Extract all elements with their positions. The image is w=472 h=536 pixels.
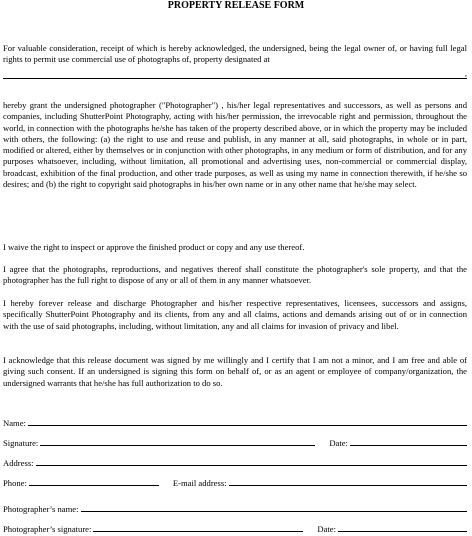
date-field[interactable] (350, 444, 467, 446)
email-field[interactable] (229, 484, 467, 486)
form-title: PROPERTY RELEASE FORM (167, 0, 305, 11)
signature-label: Signature: (3, 438, 39, 448)
name-label: Name: (3, 418, 26, 428)
contact-row (3, 474, 467, 488)
photographer-signature-field[interactable] (93, 530, 303, 532)
photographer-name-row (3, 500, 467, 514)
consideration-text: For valuable consideration, receipt of which is hereby acknowledged, the undersigned, being the legal owner of, or having full legal rights to permit use commercial use of photographs of, property designated at (3, 43, 467, 65)
name-row (3, 414, 467, 428)
address-field[interactable] (36, 464, 467, 466)
waiver-paragraph: I waive the right to inspect or approve the finished product or copy and any use thereof. (3, 242, 305, 252)
release-paragraph: I hereby forever release and discharge Photographer and his/her respective representatives, licensees, successors and assigns, specifically ShutterPoint Photography and its clients, from any and all claims, actions and demands arising out of or in connection with the use of said photographs, including, without limitation, any and all claims for invasion of privacy and libel. (3, 298, 467, 331)
photographer-signature-row (3, 520, 467, 534)
signature-field[interactable] (40, 444, 315, 446)
email-label: E-mail address: (172, 478, 227, 488)
photographer-name-label: Photographer’s name: (3, 504, 79, 514)
photographer-date-field[interactable] (338, 530, 467, 532)
phone-label: Phone: (3, 478, 27, 488)
acknowledgement-paragraph: I acknowledge that this release document was signed by me willingly and I certify that I am not a minor, and I am free and able of giving such consent. If an undersigned is signing this form on behalf of, or as an agent or employee of company/organization, the undersigned warrants that he/she has full authorization to do so. (3, 355, 467, 388)
name-field[interactable] (28, 424, 467, 426)
consideration-paragraph (3, 43, 467, 79)
phone-field[interactable] (29, 484, 159, 486)
photographer-name-field[interactable] (81, 510, 468, 512)
property-address-line[interactable]: , (3, 68, 467, 79)
address-label: Address: (3, 458, 34, 468)
ownership-paragraph: I agree that the photographs, reproductions, and negatives thereof shall constitute the photographer's sole property, and that the photographer has the full right to dispose of any or all of them in any manner whatsoever. (3, 264, 467, 286)
date-label: Date: (329, 438, 348, 448)
address-row (3, 454, 467, 468)
grant-paragraph: hereby grant the undersigned photographer ("Photographer") , his/her legal representatives and successors, as well as persons and companies, including ShutterPoint Photography, acting with his/her permission, the irrevocable right and permission, throughout the world, in connection with the photographs he/she has taken of the property described above, or in which the property may be included with others, the following: (a) the right to use and reuse and publish, in any manner at all, said photographs, in whole or in part, modified or altered, either by themselves or in conjunction with other photographs, in any medium or form of distribution, and for any purposes whatsoever, including, without limitation, all promotional and advertising uses, non-commercial or commercial display, broadcast, exhibition of the final production, and other trade purposes, as well as using my name in connection therewith, if he/she so desires; and (b) the right to copyright said photographs in his/her own name or in any other name that he/she may select. (3, 100, 467, 190)
signature-row (3, 434, 467, 448)
photographer-date-label: Date: (317, 524, 337, 534)
photographer-signature-label: Photographer’s signature: (3, 524, 92, 534)
